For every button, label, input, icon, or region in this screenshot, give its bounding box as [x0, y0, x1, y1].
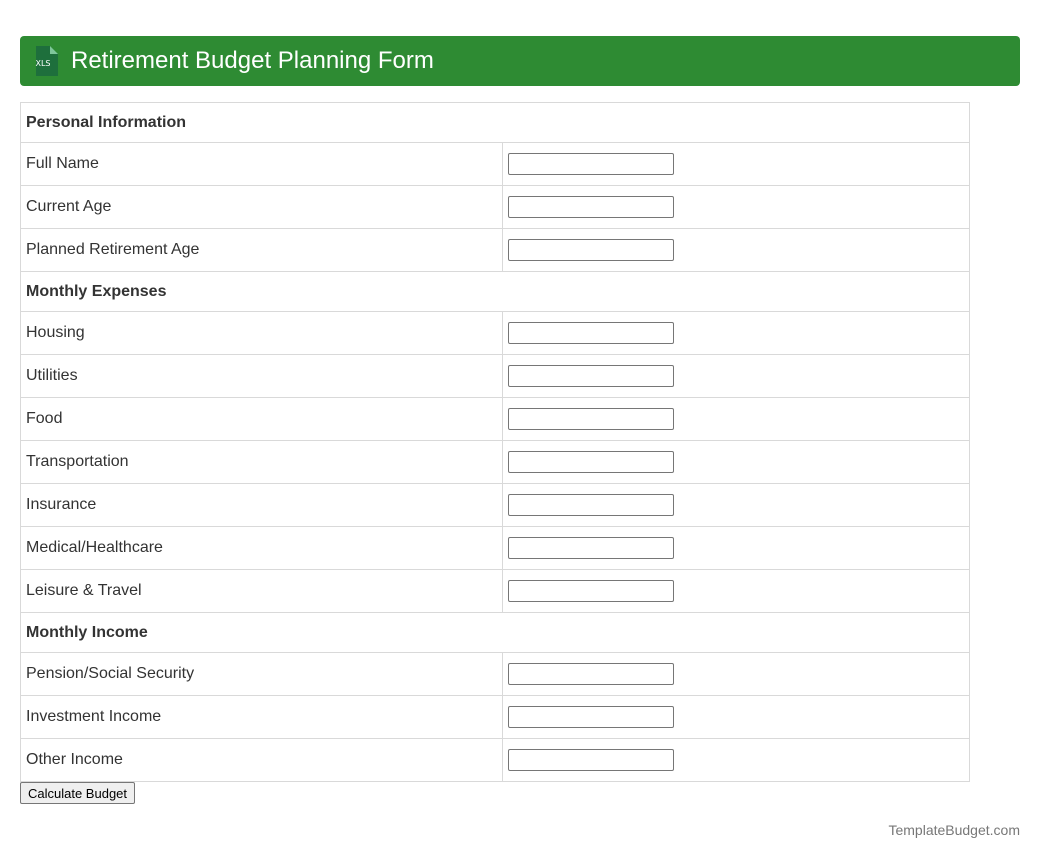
form-row-medical-healthcare	[21, 527, 970, 570]
medical-healthcare-input[interactable]	[508, 537, 674, 559]
page-title: Retirement Budget Planning Form	[71, 47, 434, 74]
xls-icon-text: XLS	[35, 59, 51, 68]
form-row-utilities	[21, 355, 970, 398]
section-title: Personal Information	[21, 103, 970, 143]
form-row-transportation	[21, 441, 970, 484]
field-label: Transportation	[21, 441, 503, 484]
field-label: Investment Income	[21, 696, 503, 739]
full-name-input[interactable]	[508, 153, 674, 175]
section-row-personal-information	[21, 103, 970, 143]
form-row-investment-income	[21, 696, 970, 739]
form-row-other-income	[21, 739, 970, 782]
form-row-housing	[21, 312, 970, 355]
section-title: Monthly Expenses	[21, 272, 970, 312]
field-label: Current Age	[21, 186, 503, 229]
field-label: Utilities	[21, 355, 503, 398]
field-label: Full Name	[21, 143, 503, 186]
housing-input[interactable]	[508, 322, 674, 344]
leisure-travel-input[interactable]	[508, 580, 674, 602]
field-label: Food	[21, 398, 503, 441]
form-row-food	[21, 398, 970, 441]
planned-retirement-age-input[interactable]	[508, 239, 674, 261]
field-label: Other Income	[21, 739, 503, 782]
form-row-leisure-travel	[21, 570, 970, 613]
footer-brand: TemplateBudget.com	[888, 822, 1020, 838]
section-row-monthly-income	[21, 613, 970, 653]
investment-income-input[interactable]	[508, 706, 674, 728]
section-title: Monthly Income	[21, 613, 970, 653]
form-row-current-age	[21, 186, 970, 229]
budget-form-table	[20, 102, 970, 782]
other-income-input[interactable]	[508, 749, 674, 771]
field-label: Leisure & Travel	[21, 570, 503, 613]
field-label: Housing	[21, 312, 503, 355]
xls-file-icon	[32, 45, 60, 77]
page-header	[20, 36, 1020, 86]
food-input[interactable]	[508, 408, 674, 430]
utilities-input[interactable]	[508, 365, 674, 387]
transportation-input[interactable]	[508, 451, 674, 473]
form-row-planned-retirement-age	[21, 229, 970, 272]
pension-social-security-input[interactable]	[508, 663, 674, 685]
field-label: Insurance	[21, 484, 503, 527]
section-row-monthly-expenses	[21, 272, 970, 312]
field-label: Medical/Healthcare	[21, 527, 503, 570]
current-age-input[interactable]	[508, 196, 674, 218]
form-row-insurance	[21, 484, 970, 527]
insurance-input[interactable]	[508, 494, 674, 516]
form-row-full-name	[21, 143, 970, 186]
field-label: Pension/Social Security	[21, 653, 503, 696]
form-row-pension-social-security	[21, 653, 970, 696]
calculate-budget-button[interactable]: Calculate Budget	[20, 782, 135, 804]
field-label: Planned Retirement Age	[21, 229, 503, 272]
